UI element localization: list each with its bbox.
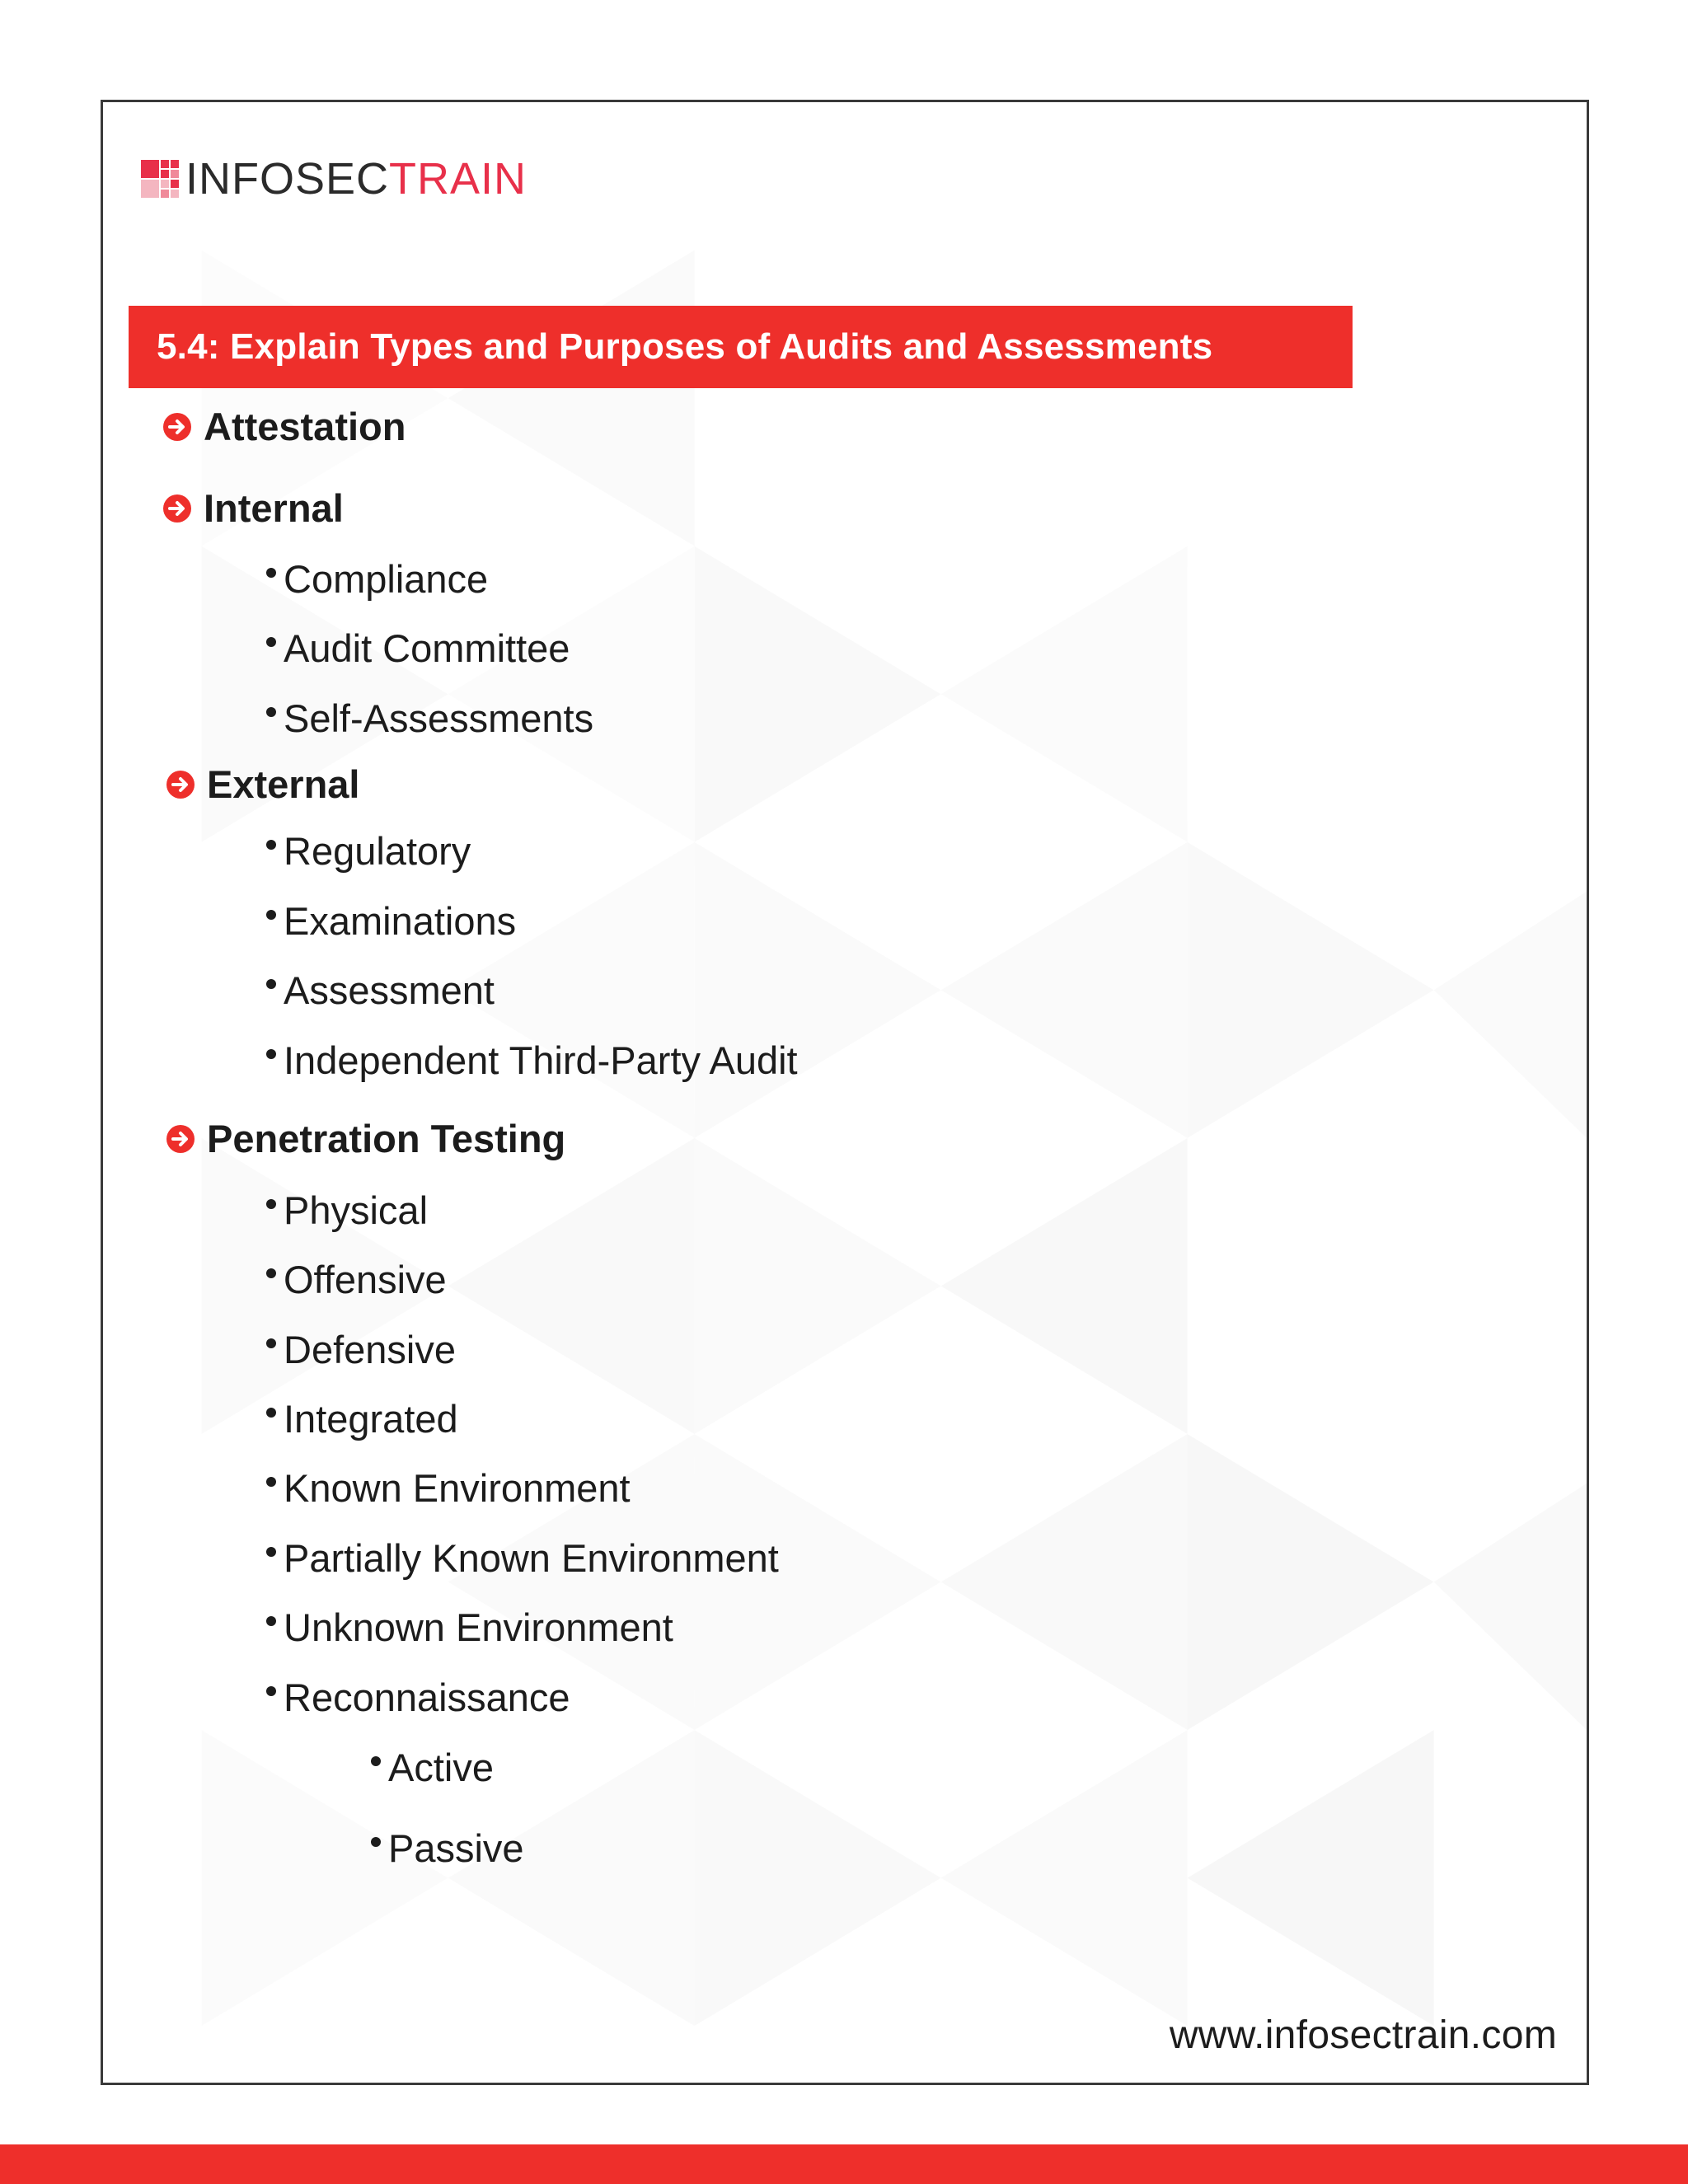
- list-item-partially-known-environment: [266, 1535, 779, 1581]
- section-heading-label: Penetration Testing: [207, 1117, 566, 1160]
- list-item-label: Partially Known Environment: [284, 1536, 779, 1580]
- list-item-label: Physical: [284, 1188, 429, 1232]
- section-heading-internal: [162, 485, 344, 531]
- list-item-label: Passive: [388, 1826, 524, 1870]
- bullet-icon: [266, 910, 276, 920]
- infosectrain-logo: [141, 154, 528, 204]
- section-heading-external: [166, 762, 359, 807]
- bullet-icon: [266, 1408, 276, 1418]
- bullet-icon: [266, 637, 276, 647]
- arrow-circle-right-icon: [162, 494, 192, 523]
- list-item-physical: [266, 1188, 428, 1233]
- section-heading-label: Internal: [204, 486, 344, 530]
- logo-mark-icon: [141, 160, 179, 198]
- list-item-regulatory: [266, 828, 471, 874]
- arrow-circle-right-icon: [162, 412, 192, 442]
- bullet-icon: [371, 1837, 381, 1847]
- logo-text-train: TRAIN: [389, 154, 528, 204]
- bullet-icon: [266, 1199, 276, 1209]
- list-item-unknown-environment: [266, 1605, 673, 1650]
- bullet-icon: [266, 840, 276, 850]
- bullet-icon: [266, 707, 276, 717]
- section-title-banner: [129, 306, 1353, 388]
- list-item-label: Examinations: [284, 899, 517, 943]
- list-item-audit-committee: [266, 626, 570, 671]
- list-item-self-assessments: [266, 696, 593, 741]
- background-triangle-pattern: [103, 102, 1587, 2083]
- bullet-icon: [266, 1686, 276, 1696]
- list-item-offensive: [266, 1257, 447, 1302]
- list-item-label: Unknown Environment: [284, 1605, 673, 1649]
- website-url[interactable]: www.infosectrain.com: [1169, 2013, 1557, 2057]
- logo-text-infosec: INFOSEC: [185, 154, 390, 204]
- list-item-active: [371, 1745, 494, 1790]
- list-item-known-environment: [266, 1465, 631, 1511]
- list-item-defensive: [266, 1327, 456, 1372]
- list-item-label: Known Environment: [284, 1466, 631, 1510]
- list-item-integrated: [266, 1396, 458, 1441]
- list-item-label: Integrated: [284, 1397, 458, 1441]
- page-frame: [101, 100, 1589, 2085]
- list-item-label: Independent Third-Party Audit: [284, 1038, 798, 1082]
- list-item-assessment: [266, 968, 495, 1013]
- list-item-label: Compliance: [284, 557, 489, 601]
- bullet-icon: [266, 1477, 276, 1487]
- bottom-accent-strip: [0, 2144, 1688, 2184]
- section-heading-attestation: [162, 404, 406, 449]
- list-item-label: Active: [388, 1746, 494, 1789]
- bullet-icon: [266, 1547, 276, 1557]
- list-item-compliance: [266, 556, 488, 602]
- bullet-icon: [266, 1049, 276, 1059]
- list-item-independent-third-party-audit: [266, 1038, 798, 1083]
- bullet-icon: [266, 1338, 276, 1348]
- section-heading-label: External: [207, 762, 360, 806]
- section-heading-label: Attestation: [204, 405, 406, 448]
- list-item-label: Self-Assessments: [284, 696, 594, 740]
- bullet-icon: [266, 568, 276, 578]
- bullet-icon: [371, 1756, 381, 1766]
- list-item-label: Assessment: [284, 968, 495, 1012]
- list-item-label: Offensive: [284, 1258, 447, 1301]
- list-item-label: Reconnaissance: [284, 1675, 570, 1719]
- bullet-icon: [266, 1616, 276, 1626]
- bullet-icon: [266, 1268, 276, 1278]
- arrow-circle-right-icon: [166, 1124, 195, 1154]
- section-title: 5.4: Explain Types and Purposes of Audits and Assessments: [157, 326, 1213, 367]
- arrow-circle-right-icon: [166, 770, 195, 799]
- list-item-label: Audit Committee: [284, 626, 570, 670]
- list-item-examinations: [266, 898, 516, 944]
- list-item-label: Regulatory: [284, 829, 471, 873]
- list-item-label: Defensive: [284, 1328, 456, 1371]
- bullet-icon: [266, 979, 276, 989]
- list-item-passive: [371, 1825, 524, 1871]
- section-heading-penetration-testing: [166, 1116, 565, 1161]
- logo-wordmark: [185, 154, 528, 204]
- list-item-reconnaissance: [266, 1675, 570, 1720]
